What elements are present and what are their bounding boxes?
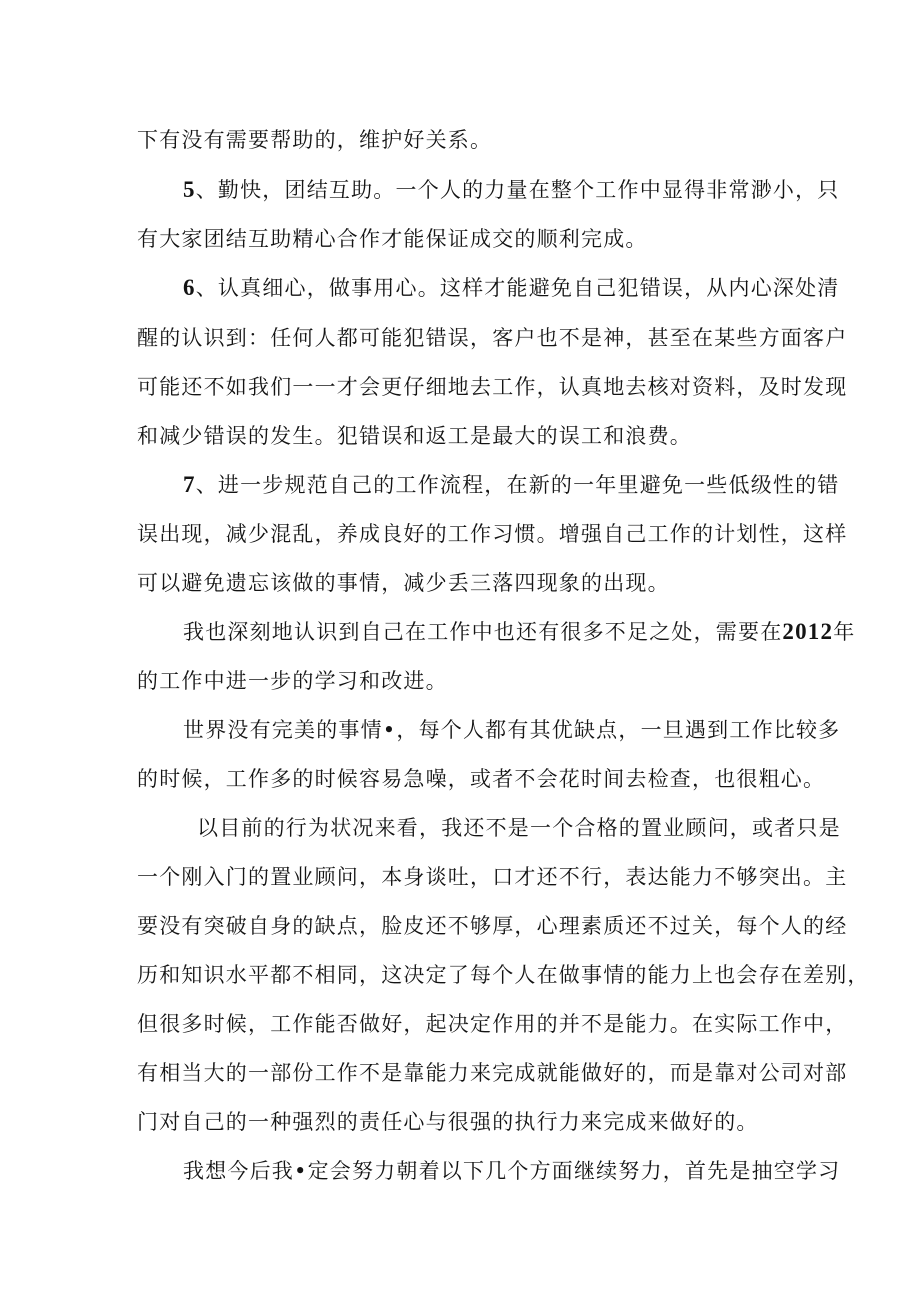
para-current-line-6: 有相当大的一部份工作不是靠能力来完成就能做好的，而是靠对公司对部 bbox=[137, 1061, 848, 1085]
item-6-text-1: 、认真细心，做事用心。这样才能避免自己犯错误，从内心深处清 bbox=[195, 276, 840, 300]
item-5-text-1: 、勤快，团结互助。一个人的力量在整个工作中显得非常渺小，只 bbox=[195, 178, 840, 202]
item-7-line-1 bbox=[183, 471, 920, 499]
para-current-line-7: 门对自己的一种强烈的责任心与很强的执行力来完成来做好的。 bbox=[137, 1110, 759, 1134]
item-6-number: 6 bbox=[183, 275, 196, 300]
para-2012-line-1 bbox=[183, 618, 920, 646]
para-2012-before: 我也深刻地认识到自己在工作中也还有很多不足之处，需要在 bbox=[183, 620, 783, 644]
para-world-line-1: 世界没有完美的事情•，每个人都有其优缺点，一旦遇到工作比较多 bbox=[183, 718, 841, 742]
para-world-line-2: 的时候，工作多的时候容易急噪，或者不会花时间去检查，也很粗心。 bbox=[137, 767, 826, 791]
para-2012-year: 2012 bbox=[782, 619, 834, 644]
item-7-text-1: 、进一步规范自己的工作流程，在新的一年里避免一些低级性的错 bbox=[195, 473, 840, 497]
para-2012-after: 年 bbox=[833, 620, 856, 644]
item-6-line-3: 可能还不如我们一一才会更仔细地去工作，认真地去核对资料，及时发现 bbox=[137, 375, 848, 399]
item-7-number: 7 bbox=[183, 472, 196, 497]
item-5-line-2: 有大家团结互助精心合作才能保证成交的顺利完成。 bbox=[137, 227, 648, 251]
para-2012-line-2: 的工作中进一步的学习和改进。 bbox=[137, 669, 448, 693]
item-6-line-4: 和减少错误的发生。犯错误和返工是最大的误工和浪费。 bbox=[137, 424, 692, 448]
continuation-line: 下有没有需要帮助的，维护好关系。 bbox=[137, 128, 493, 152]
para-current-line-4: 历和知识水平都不相同，这决定了每个人在做事情的能力上也会存在差别， bbox=[137, 963, 870, 987]
para-future-line-1: 我想今后我•定会努力朝着以下几个方面继续努力，首先是抽空学习 bbox=[183, 1159, 841, 1183]
item-7-line-2: 误出现，减少混乱，养成良好的工作习惯。增强自己工作的计划性，这样 bbox=[137, 522, 848, 546]
item-5-line-1 bbox=[183, 176, 920, 204]
para-current-line-5: 但很多时候，工作能否做好，起决定作用的并不是能力。在实际工作中， bbox=[137, 1012, 848, 1036]
para-current-line-1: 以目前的行为状况来看，我还不是一个合格的置业顾问，或者只是 bbox=[197, 816, 841, 840]
para-current-line-2: 一个刚入门的置业顾问，本身谈吐，口才还不行，表达能力不够突出。主 bbox=[137, 865, 848, 889]
item-6-line-2: 醒的认识到：任何人都可能犯错误，客户也不是神，甚至在某些方面客户 bbox=[137, 326, 848, 350]
item-5-number: 5 bbox=[183, 177, 196, 202]
item-7-line-3: 可以避免遗忘该做的事情，减少丢三落四现象的出现。 bbox=[137, 571, 670, 595]
para-current-line-3: 要没有突破自身的缺点，脸皮还不够厚，心理素质还不过关，每个人的经 bbox=[137, 914, 848, 938]
item-6-line-1 bbox=[183, 274, 920, 302]
